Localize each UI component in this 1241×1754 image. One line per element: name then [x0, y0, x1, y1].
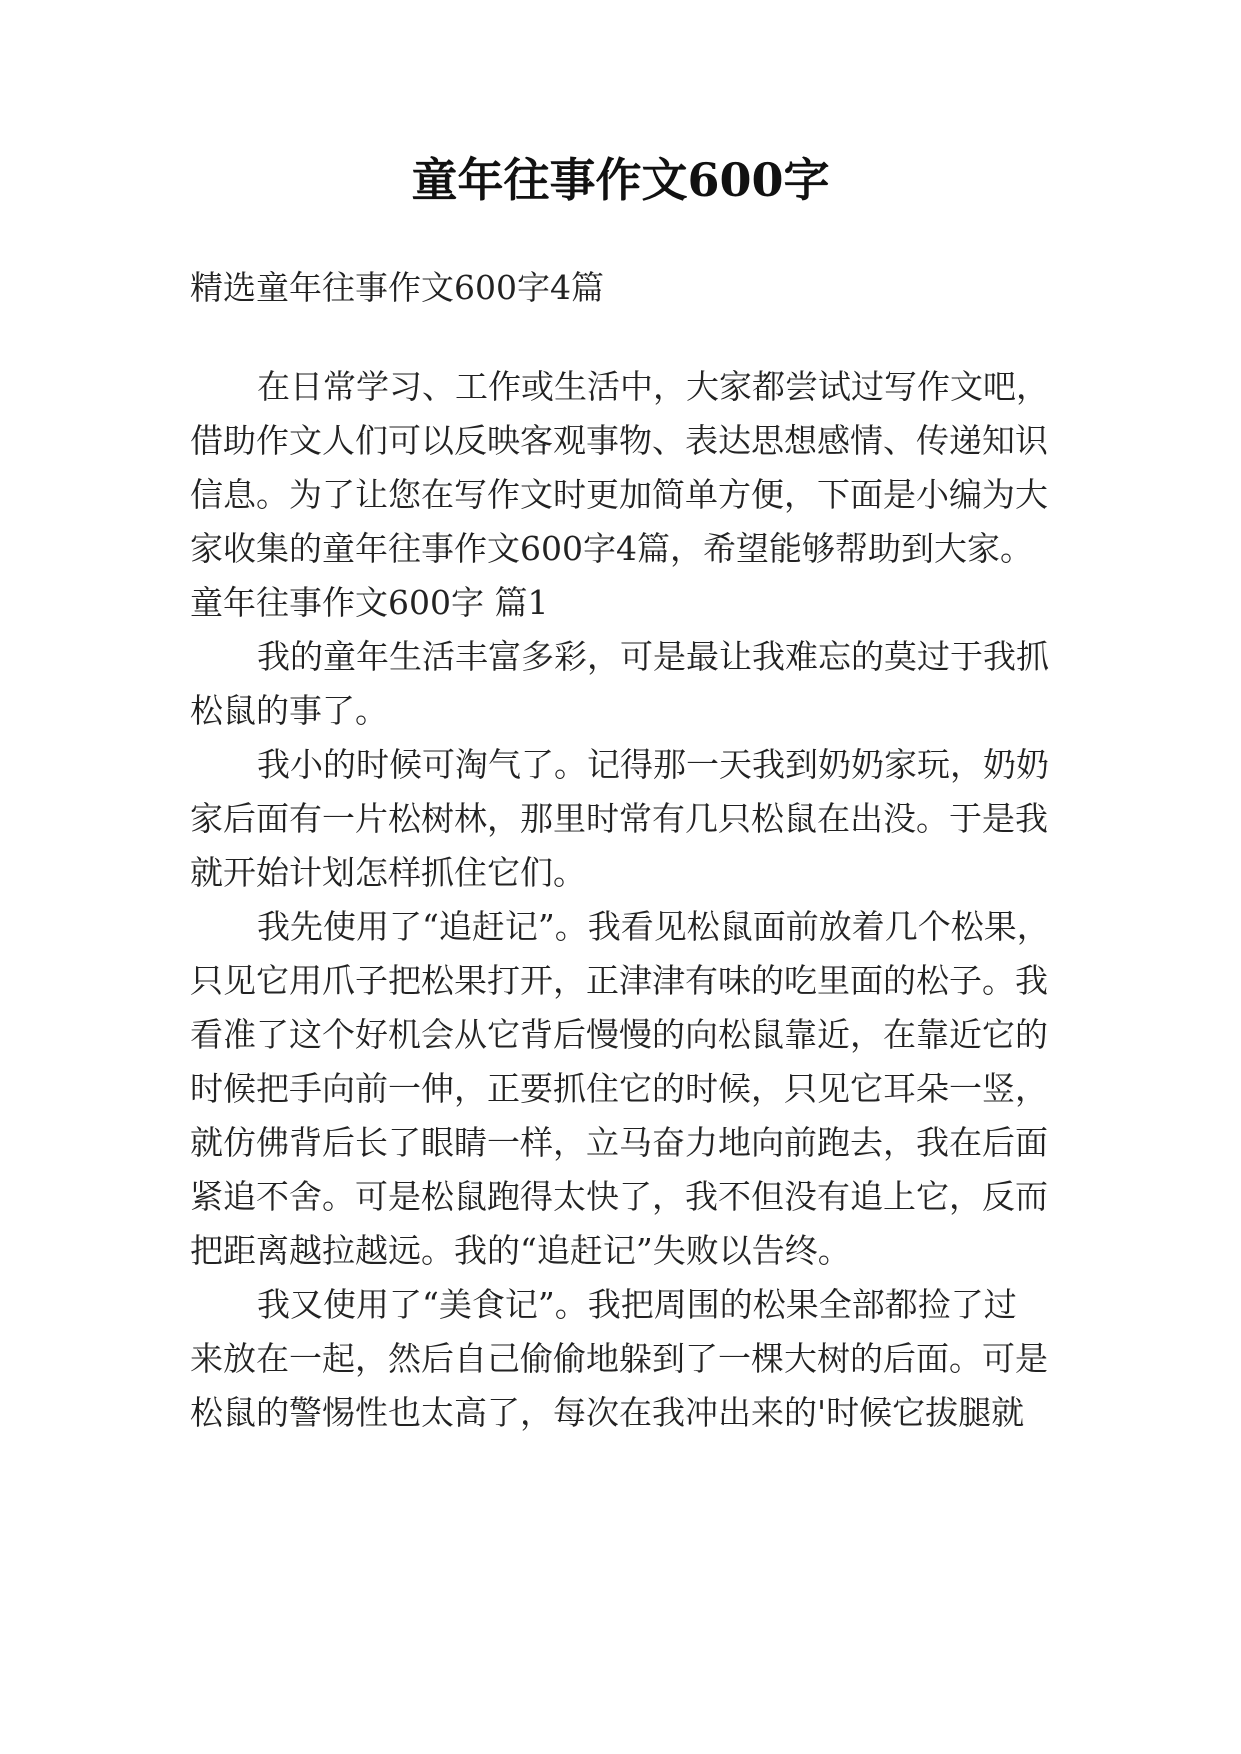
paragraph-line: 我小的时候可淘气了。记得那一天我到奶奶家玩，奶奶 — [257, 745, 1049, 784]
paragraph-line: 借助作文人们可以反映客观事物、表达思想感情、传递知识 — [190, 421, 1048, 460]
paragraph-line: 就开始计划怎样抓住它们。 — [190, 853, 586, 892]
paragraph-line: 就仿佛背后长了眼睛一样，立马奋力地向前跑去，我在后面 — [190, 1123, 1048, 1162]
paragraph-line: 我的童年生活丰富多彩，可是最让我难忘的莫过于我抓 — [257, 637, 1049, 676]
paragraph-line: 家后面有一片松树林，那里时常有几只松鼠在出没。于是我 — [190, 799, 1048, 838]
paragraph-line: 我先使用了“追赶记”。我看见松鼠面前放着几个松果， — [257, 907, 1050, 946]
paragraph-line: 家收集的童年往事作文600字4篇，希望能够帮助到大家。 — [190, 529, 1033, 568]
section-heading: 童年往事作文600字 篇1 — [190, 583, 549, 622]
paragraph-line: 把距离越拉越远。我的“追赶记”失败以告终。 — [190, 1231, 851, 1270]
paragraph-line: 松鼠的事了。 — [190, 691, 388, 730]
paragraph-line: 看准了这个好机会从它背后慢慢的向松鼠靠近，在靠近它的 — [190, 1015, 1048, 1054]
paragraph-line: 来放在一起，然后自己偷偷地躲到了一棵大树的后面。可是 — [190, 1339, 1048, 1378]
document-title: 童年往事作文600字 — [411, 153, 830, 207]
paragraph-line: 在日常学习、工作或生活中，大家都尝试过写作文吧， — [257, 367, 1049, 406]
paragraph-line: 紧追不舍。可是松鼠跑得太快了，我不但没有追上它，反而 — [190, 1177, 1048, 1216]
paragraph-line: 只见它用爪子把松果打开，正津津有味的吃里面的松子。我 — [190, 961, 1048, 1000]
paragraph-line: 时候把手向前一伸，正要抓住它的时候，只见它耳朵一竖， — [190, 1069, 1048, 1108]
paragraph-line: 松鼠的警惕性也太高了，每次在我冲出来的'时候它拔腿就 — [190, 1393, 1025, 1432]
paragraph-line: 信息。为了让您在写作文时更加简单方便，下面是小编为大 — [190, 475, 1048, 514]
document-subtitle: 精选童年往事作文600字4篇 — [190, 268, 604, 307]
paragraph-line: 我又使用了“美食记”。我把周围的松果全部都捡了过 — [257, 1285, 1017, 1324]
